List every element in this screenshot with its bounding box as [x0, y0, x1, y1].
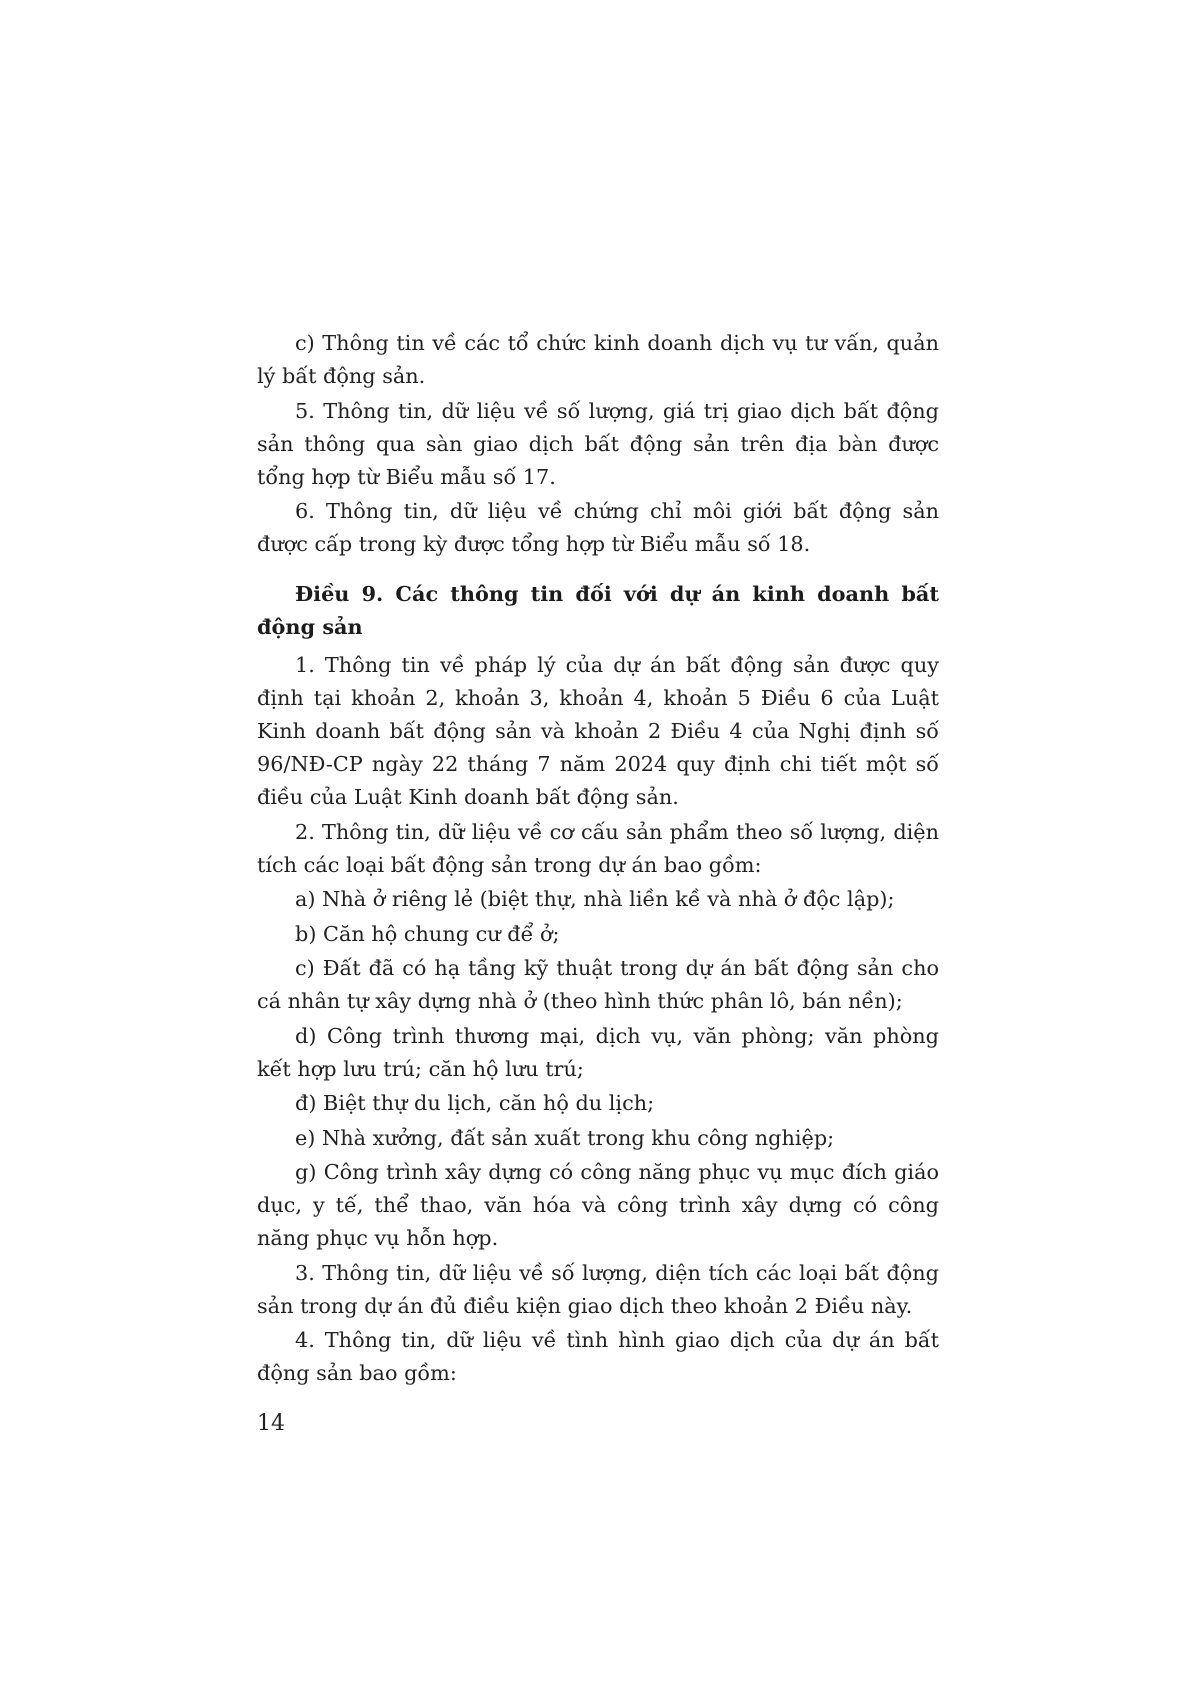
- article-9-item-g: g) Công trình xây dựng có công năng phục vụ mục đích giáo dục, y tế, thể thao, văn hóa và công trình xây dựng có công năng phục vụ hỗn hợp.: [257, 1160, 939, 1250]
- article-9-clause-4: 4. Thông tin, dữ liệu về tình hình giao dịch của dự án bất động sản bao gồm:: [257, 1328, 939, 1385]
- paragraph-5: 5. Thông tin, dữ liệu về số lượng, giá trị giao dịch bất động sản thông qua sàn giao dịch bất động sản trên địa bàn được tổng hợp từ Biểu mẫu số 17.: [257, 398, 939, 489]
- article-9-clause-1: 1. Thông tin về pháp lý của dự án bất động sản được quy định tại khoản 2, khoản 3, khoản 4, khoản 5 Điều 6 của Luật Kinh doanh bất động sản và khoản 2 Điều 4 của Nghị định số 96/NĐ-CP ngày 22 tháng 7 năm 2024 quy định chi tiết một số điều của Luật Kinh doanh bất động sản.: [257, 653, 939, 809]
- page-number: 14: [257, 1411, 285, 1436]
- article-9-heading: Điều 9. Các thông tin đối với dự án kinh doanh bất động sản: [257, 581, 939, 639]
- article-9-item-c: c) Đất đã có hạ tầng kỹ thuật trong dự án bất động sản cho cá nhân tự xây dựng nhà ở (theo hình thức phân lô, bán nền);: [257, 956, 939, 1013]
- article-9-item-a: a) Nhà ở riêng lẻ (biệt thự, nhà liền kề và nhà ở độc lập);: [295, 887, 895, 911]
- article-9-clause-2: 2. Thông tin, dữ liệu về cơ cấu sản phẩm theo số lượng, diện tích các loại bất động sản trong dự án bao gồm:: [257, 819, 939, 877]
- body-text: [257, 327, 939, 1392]
- paragraph-6: 6. Thông tin, dữ liệu về chứng chỉ môi giới bất động sản được cấp trong kỳ được tổng hợp từ Biểu mẫu số 18.: [257, 499, 939, 556]
- article-9-item-b: b) Căn hộ chung cư để ở;: [295, 921, 560, 946]
- article-9-item-d: d) Công trình thương mại, dịch vụ, văn phòng; văn phòng kết hợp lưu trú; căn hộ lưu trú;: [257, 1023, 939, 1081]
- article-9-item-dd: đ) Biệt thự du lịch, căn hộ du lịch;: [295, 1091, 655, 1115]
- paragraph-4c: c) Thông tin về các tổ chức kinh doanh dịch vụ tư vấn, quản lý bất động sản.: [257, 331, 939, 388]
- article-9-clause-3: 3. Thông tin, dữ liệu về số lượng, diện tích các loại bất động sản trong dự án đủ điều kiện giao dịch theo khoản 2 Điều này.: [257, 1260, 939, 1318]
- article-9-item-e: e) Nhà xưởng, đất sản xuất trong khu công nghiệp;: [295, 1125, 835, 1150]
